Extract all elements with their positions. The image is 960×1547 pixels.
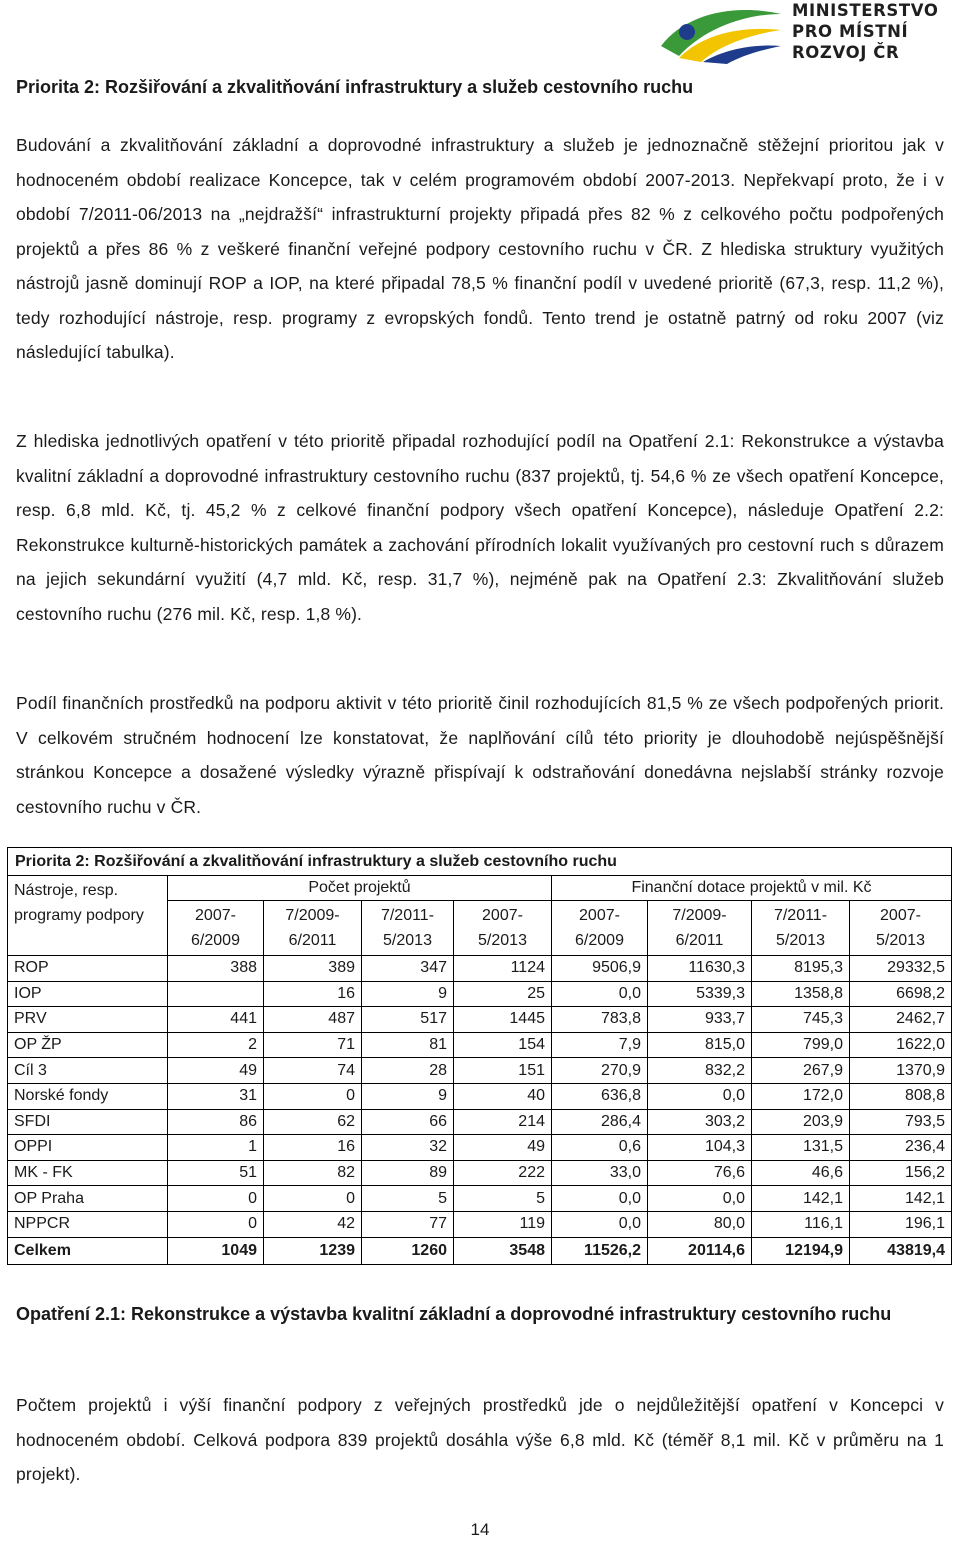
value-cell: 116,1 — [752, 1211, 850, 1237]
value-cell: 28 — [362, 1058, 454, 1084]
value-cell: 51 — [168, 1160, 264, 1186]
value-cell: 5 — [362, 1186, 454, 1212]
row-label-cell: NPPCR — [8, 1211, 168, 1237]
value-cell: 1124 — [454, 956, 552, 982]
value-cell: 0,0 — [648, 1083, 752, 1109]
priority-heading: Priorita 2: Rozšiřování a zkvalitňování infrastruktury a služeb cestovního ruchu — [16, 77, 694, 97]
value-cell: 196,1 — [850, 1211, 952, 1237]
value-cell: 151 — [454, 1058, 552, 1084]
value-cell: 1 — [168, 1135, 264, 1161]
logo-line-2: PRO MÍSTNÍ — [792, 22, 909, 41]
ministry-logo — [657, 0, 957, 66]
value-cell: 783,8 — [552, 1007, 648, 1033]
value-cell: 25 — [454, 981, 552, 1007]
value-cell: 214 — [454, 1109, 552, 1135]
table-row — [8, 1109, 952, 1135]
period-header: 7/2009-6/2011 — [648, 901, 752, 956]
value-cell: 49 — [454, 1135, 552, 1161]
row-label-cell: Norské fondy — [8, 1083, 168, 1109]
value-cell: 5 — [454, 1186, 552, 1212]
value-cell: 0,0 — [552, 981, 648, 1007]
row-label-cell: OPPI — [8, 1135, 168, 1161]
value-cell: 142,1 — [752, 1186, 850, 1212]
period-header: 2007-6/2009 — [168, 901, 264, 956]
value-cell: 71 — [264, 1032, 362, 1058]
value-cell: 636,8 — [552, 1083, 648, 1109]
table-title: Priorita 2: Rozšiřování a zkvalitňování infrastruktury a služeb cestovního ruchu — [8, 848, 952, 876]
value-cell: 11526,2 — [552, 1237, 648, 1264]
value-cell: 0,0 — [552, 1186, 648, 1212]
period-header: 2007-5/2013 — [454, 901, 552, 956]
table-row — [8, 1007, 952, 1033]
value-cell: 0 — [168, 1211, 264, 1237]
value-cell: 267,9 — [752, 1058, 850, 1084]
table-total-row — [8, 1237, 952, 1264]
table-column-label: Nástroje, resp. programy podpory — [8, 876, 168, 956]
value-cell: 89 — [362, 1160, 454, 1186]
value-cell: 1622,0 — [850, 1032, 952, 1058]
group-header-count: Počet projektů — [168, 876, 552, 901]
value-cell: 6698,2 — [850, 981, 952, 1007]
row-label-cell: PRV — [8, 1007, 168, 1033]
value-cell: 86 — [168, 1109, 264, 1135]
value-cell: 2462,7 — [850, 1007, 952, 1033]
table-row — [8, 981, 952, 1007]
value-cell: 131,5 — [752, 1135, 850, 1161]
value-cell: 933,7 — [648, 1007, 752, 1033]
value-cell: 347 — [362, 956, 454, 982]
value-cell: 43819,4 — [850, 1237, 952, 1264]
row-label-cell: ROP — [8, 956, 168, 982]
value-cell: 1445 — [454, 1007, 552, 1033]
row-label-cell: Cíl 3 — [8, 1058, 168, 1084]
period-header: 7/2011-5/2013 — [362, 901, 454, 956]
logo-text — [792, 0, 938, 63]
table-row — [8, 1211, 952, 1237]
value-cell: 42 — [264, 1211, 362, 1237]
value-cell: 119 — [454, 1211, 552, 1237]
value-cell: 388 — [168, 956, 264, 982]
value-cell: 517 — [362, 1007, 454, 1033]
row-label-cell: MK - FK — [8, 1160, 168, 1186]
value-cell: 33,0 — [552, 1160, 648, 1186]
value-cell: 1260 — [362, 1237, 454, 1264]
value-cell: 29332,5 — [850, 956, 952, 982]
period-header: 7/2011-5/2013 — [752, 901, 850, 956]
value-cell: 0,6 — [552, 1135, 648, 1161]
table-row — [8, 1186, 952, 1212]
value-cell: 2 — [168, 1032, 264, 1058]
value-cell: 441 — [168, 1007, 264, 1033]
page-number: 14 — [470, 1520, 490, 1539]
value-cell: 20114,6 — [648, 1237, 752, 1264]
value-cell: 303,2 — [648, 1109, 752, 1135]
ministry-emblem-icon — [657, 2, 785, 64]
value-cell: 9 — [362, 981, 454, 1007]
value-cell: 389 — [264, 956, 362, 982]
priority-table — [7, 847, 952, 1265]
value-cell: 74 — [264, 1058, 362, 1084]
value-cell: 0,0 — [552, 1211, 648, 1237]
row-label-cell: SFDI — [8, 1109, 168, 1135]
value-cell: 66 — [362, 1109, 454, 1135]
value-cell: 31 — [168, 1083, 264, 1109]
value-cell: 487 — [264, 1007, 362, 1033]
value-cell: 32 — [362, 1135, 454, 1161]
row-label-cell: OP Praha — [8, 1186, 168, 1212]
value-cell: 832,2 — [648, 1058, 752, 1084]
logo-line-1: MINISTERSTVO — [792, 1, 939, 20]
paragraph-measures: Z hlediska jednotlivých opatření v této prioritě připadal rozhodující podíl na Opatření 2.1: Rekonstrukce a výstavba kvalitní základní a doprovodné infrastruktury cestovního ruchu (837 projektů, tj. 54,6 % ze všech opatření Koncepce, resp. 6,8 mld. Kč, tj. 45,2 % z celkové finanční podpory všech opatření Koncepce), následuje Opatření 2.2: Rekonstrukce kulturně-historických památek a zachování přírodních lokalit využívaných pro cestovní ruch s důrazem na jejich sekundární využití (4,7 mld. Kč, resp. 31,7 %), nejméně pak na Opatření 2.3: Zkvalitňování služeb cestovního ruchu (276 mil. Kč, resp. 1,8 %). — [16, 431, 944, 624]
value-cell: 104,3 — [648, 1135, 752, 1161]
value-cell — [168, 981, 264, 1007]
value-cell: 142,1 — [850, 1186, 952, 1212]
value-cell: 0,0 — [648, 1186, 752, 1212]
value-cell: 81 — [362, 1032, 454, 1058]
table-row — [8, 1135, 952, 1161]
value-cell: 1370,9 — [850, 1058, 952, 1084]
period-header: 7/2009-6/2011 — [264, 901, 362, 956]
value-cell: 154 — [454, 1032, 552, 1058]
value-cell: 80,0 — [648, 1211, 752, 1237]
value-cell: 3548 — [454, 1237, 552, 1264]
value-cell: 799,0 — [752, 1032, 850, 1058]
row-label-cell: Celkem — [8, 1237, 168, 1264]
value-cell: 222 — [454, 1160, 552, 1186]
value-cell: 77 — [362, 1211, 454, 1237]
paragraph-summary: Podíl finančních prostředků na podporu aktivit v této prioritě činil rozhodujících 81,5 % ze všech podpořených priorit. V celkovém stručném hodnocení lze konstatovat, že naplňování cílů této priority je dlouhodobě nejúspěšnější stránkou Koncepce a dosažené výsledky výrazně přispívají k odstraňování donedávna nejslabší stránky rozvoje cestovního ruchu v ČR. — [16, 693, 944, 817]
value-cell: 172,0 — [752, 1083, 850, 1109]
value-cell: 0 — [264, 1083, 362, 1109]
value-cell: 815,0 — [648, 1032, 752, 1058]
table-row — [8, 1058, 952, 1084]
value-cell: 11630,3 — [648, 956, 752, 982]
value-cell: 0 — [264, 1186, 362, 1212]
value-cell: 286,4 — [552, 1109, 648, 1135]
table-row — [8, 1160, 952, 1186]
value-cell: 1239 — [264, 1237, 362, 1264]
value-cell: 270,9 — [552, 1058, 648, 1084]
table-row — [8, 1083, 952, 1109]
value-cell: 5339,3 — [648, 981, 752, 1007]
value-cell: 808,8 — [850, 1083, 952, 1109]
value-cell: 16 — [264, 981, 362, 1007]
value-cell: 793,5 — [850, 1109, 952, 1135]
value-cell: 0 — [168, 1186, 264, 1212]
value-cell: 745,3 — [752, 1007, 850, 1033]
value-cell: 16 — [264, 1135, 362, 1161]
value-cell: 9 — [362, 1083, 454, 1109]
period-header: 2007-6/2009 — [552, 901, 648, 956]
value-cell: 8195,3 — [752, 956, 850, 982]
value-cell: 9506,9 — [552, 956, 648, 982]
paragraph-intro: Budování a zkvalitňování základní a doprovodné infrastruktury a služeb je jednoznačně stěžejní prioritou jak v hodnoceném období realizace Koncepce, tak v celém programovém období 2007-2013. Nepřekvapí proto, že i v období 7/2011-06/2013 na „nejdražší“ infrastrukturní projekty připadá přes 82 % z celkového počtu podpořených projektů a přes 86 % z veškeré finanční veřejné podpory cestovního ruchu v ČR. Z hlediska struktury využitých nástrojů jasně dominují ROP a IOP, na které připadal 78,5 % finanční podíl v uvedené prioritě (67,3, resp. 11,2 %), tedy rozhodující nástroje, resp. programy z evropských fondů. Tento trend je ostatně patrný od roku 2007 (viz následující tabulka). — [16, 135, 944, 362]
value-cell: 62 — [264, 1109, 362, 1135]
value-cell: 1049 — [168, 1237, 264, 1264]
value-cell: 76,6 — [648, 1160, 752, 1186]
value-cell: 49 — [168, 1058, 264, 1084]
value-cell: 203,9 — [752, 1109, 850, 1135]
value-cell: 12194,9 — [752, 1237, 850, 1264]
row-label-cell: IOP — [8, 981, 168, 1007]
table-row — [8, 1032, 952, 1058]
group-header-finance: Finanční dotace projektů v mil. Kč — [552, 876, 952, 901]
row-label-cell: OP ŽP — [8, 1032, 168, 1058]
measure-heading: Opatření 2.1: Rekonstrukce a výstavba kvalitní základní a doprovodné infrastruktury cestovního ruchu — [16, 1304, 892, 1324]
value-cell: 7,9 — [552, 1032, 648, 1058]
value-cell: 156,2 — [850, 1160, 952, 1186]
logo-line-3: ROZVOJ ČR — [792, 43, 900, 62]
value-cell: 46,6 — [752, 1160, 850, 1186]
value-cell: 82 — [264, 1160, 362, 1186]
period-header: 2007-5/2013 — [850, 901, 952, 956]
paragraph-measure-detail: Počtem projektů i výší finanční podpory z veřejných prostředků jde o nejdůležitější opatření v Koncepci v hodnoceném období. Celková podpora 839 projektů dosáhla výše 6,8 mld. Kč (téměř 8,1 mil. Kč v průměru na 1 projekt). — [16, 1395, 944, 1484]
table-row — [8, 956, 952, 982]
value-cell: 40 — [454, 1083, 552, 1109]
value-cell: 1358,8 — [752, 981, 850, 1007]
value-cell: 236,4 — [850, 1135, 952, 1161]
